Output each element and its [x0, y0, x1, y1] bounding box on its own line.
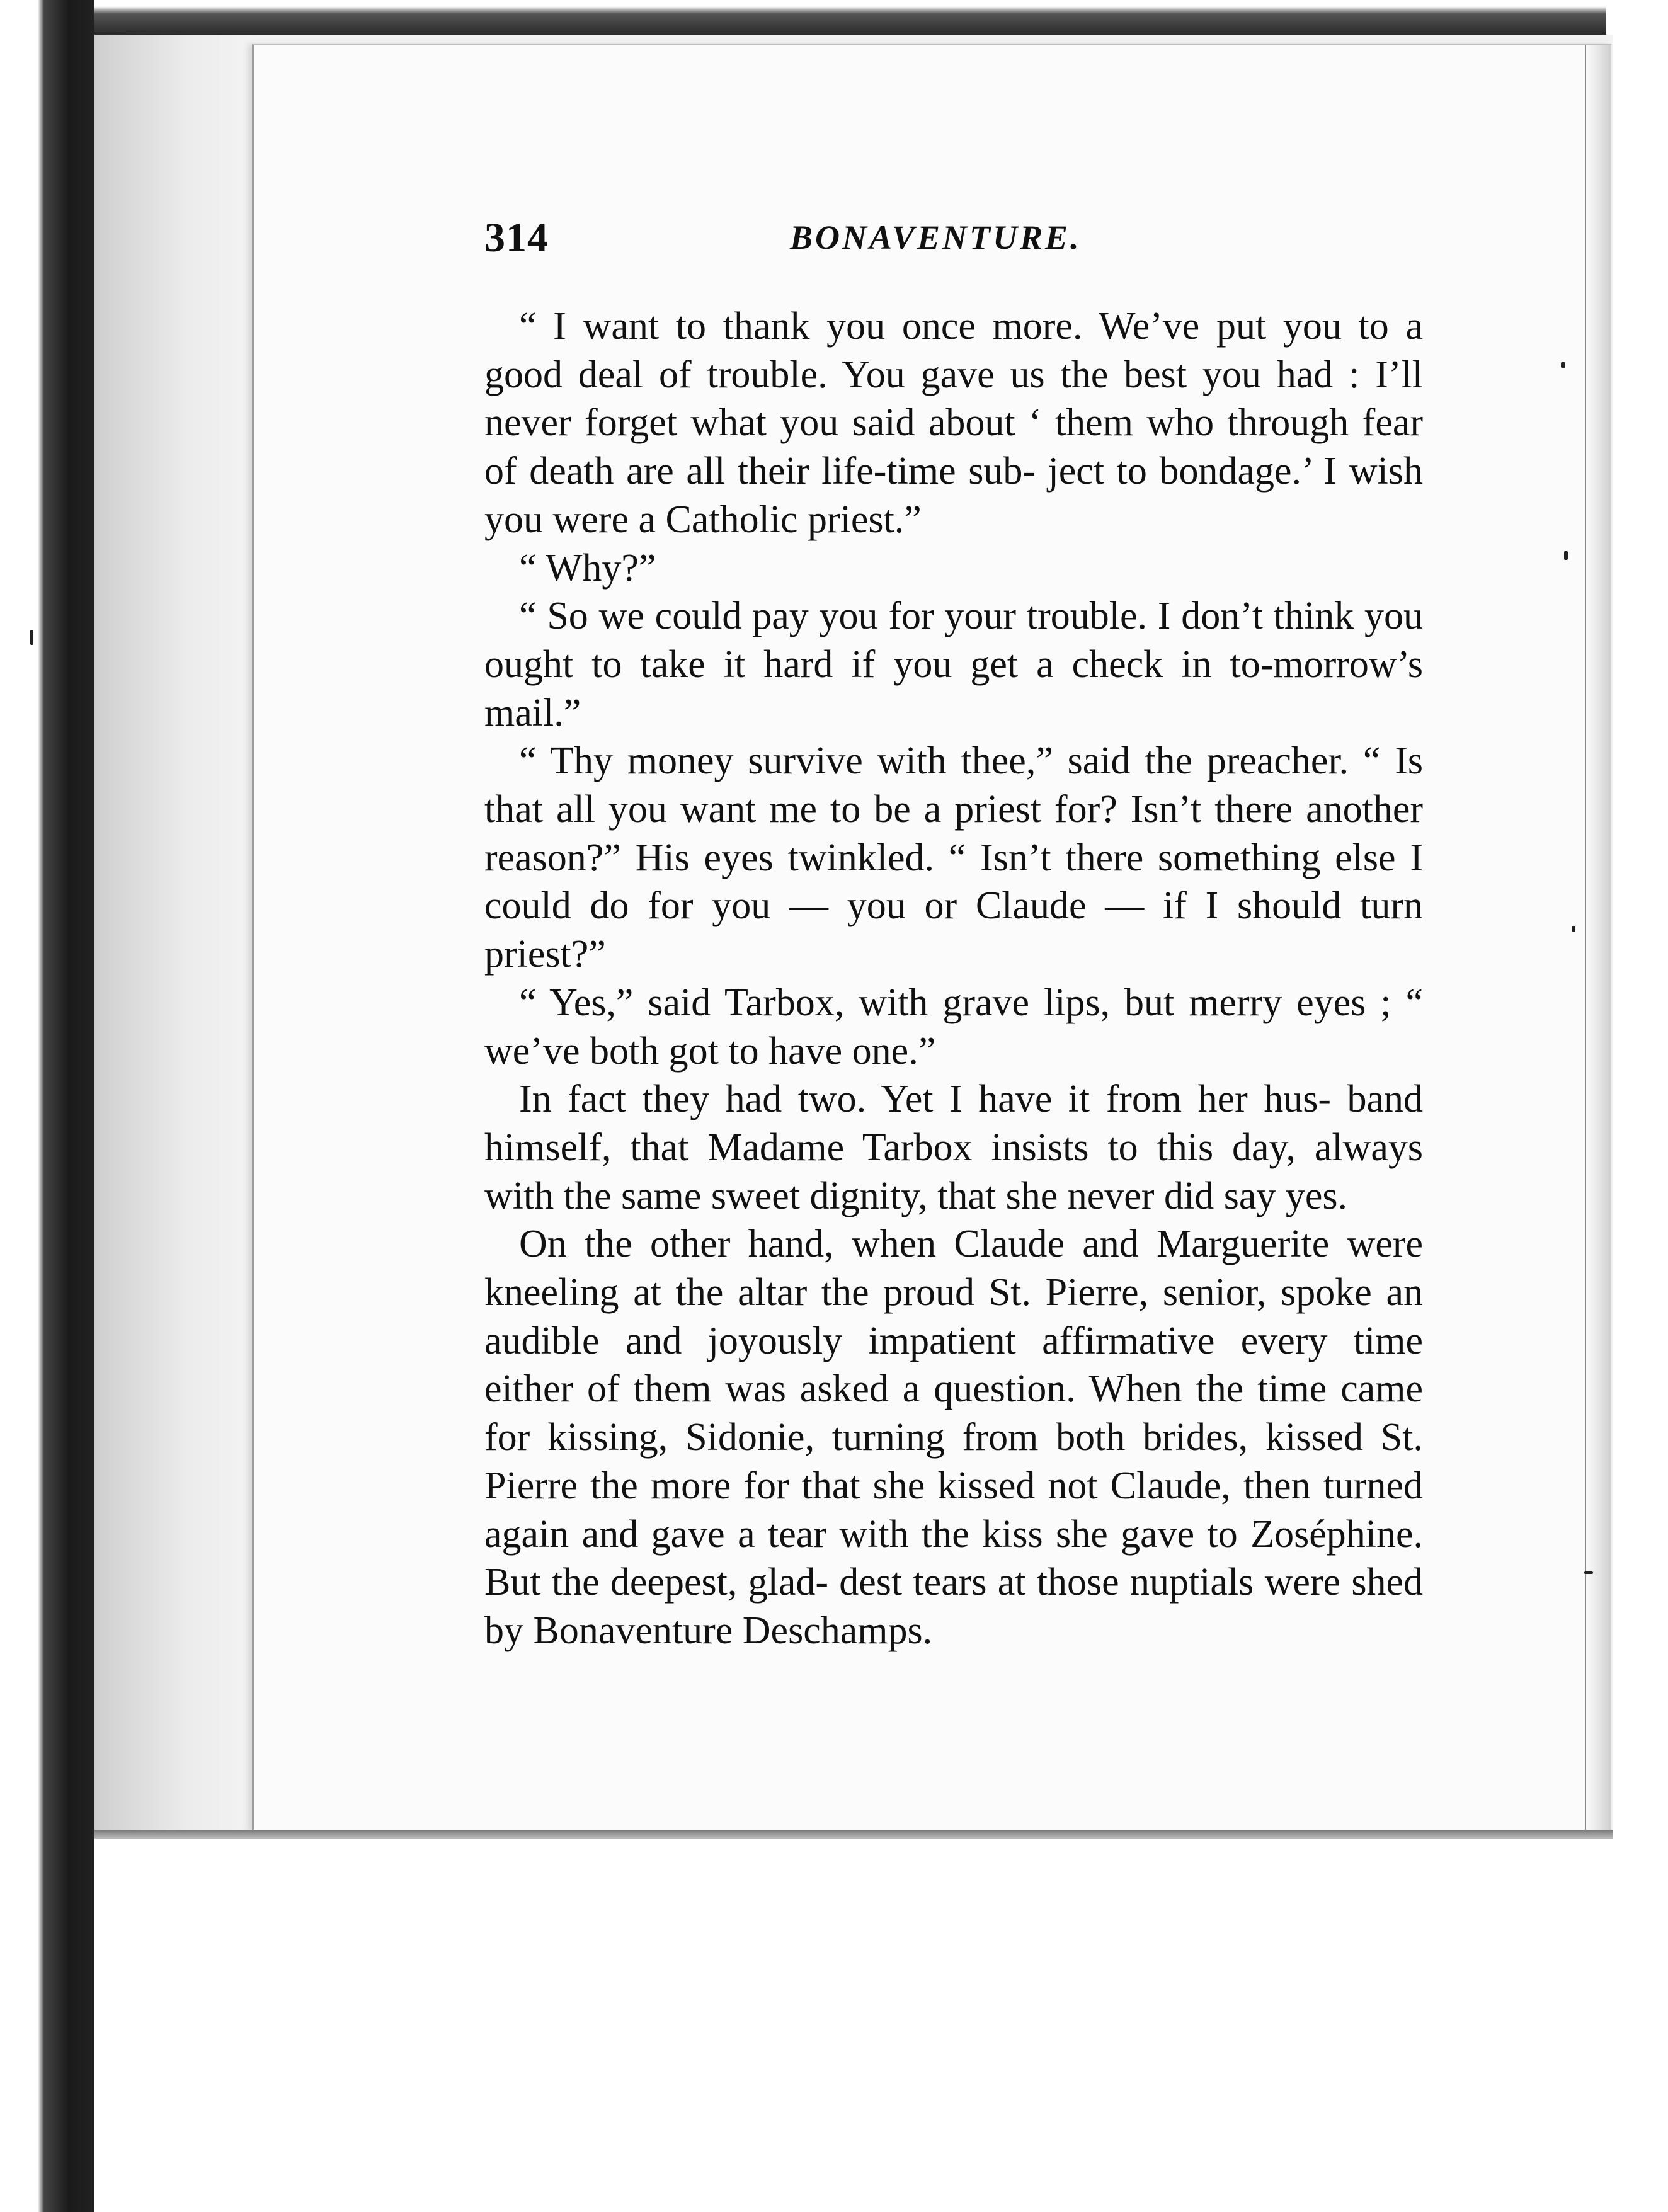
page-number: 314 — [484, 215, 549, 261]
page-bottom-shadow — [94, 1830, 1613, 1839]
paragraph: “ So we could pay you for your trouble. I don’t think you ought to take it hard if you get a check in to-morrow’s mail.” — [484, 595, 1423, 734]
margin-mark — [1564, 551, 1568, 560]
paragraph: “ Thy money survive with thee,” said the preacher. “ Is that all you want me to be a priest for? Isn’t there another reason?” His eyes twinkled. “ Isn’t there something else I could do for you — you or Claude — if I should turn priest?” — [484, 739, 1423, 976]
scan-frame-left — [0, 0, 94, 2212]
scan-frame-top — [94, 0, 1606, 35]
paragraph: “ Why?” — [519, 546, 656, 590]
margin-mark — [30, 630, 33, 645]
running-title: BONAVENTURE. — [790, 219, 1082, 256]
paragraph: “ Yes,” said Tarbox, with grave lips, but merry eyes ; “ we’ve both got to have one.” — [484, 981, 1423, 1073]
body-text — [484, 302, 1423, 1655]
margin-mark — [1584, 1571, 1593, 1574]
underlying-page-shadow — [94, 35, 252, 1836]
paragraph: “ I want to thank you once more. We’ve put you to a good deal of trouble. You gave us the best you had : I’ll never forget what you said about ‘ them who through fear of death are all their life-time sub- ject to bondage.’ I wish you were a Catholic priest.” — [484, 305, 1423, 541]
margin-mark — [1572, 926, 1575, 932]
margin-mark — [1561, 362, 1565, 368]
paragraph: In fact they had two. Yet I have it from her hus- band himself, that Madame Tarbox insists to this day, always with the same sweet dignity, that she never did say yes. — [484, 1078, 1423, 1217]
page-header — [484, 214, 1429, 265]
page-right-edge — [1585, 45, 1611, 1831]
paragraph: On the other hand, when Claude and Marguerite were kneeling at the altar the proud St. Pierre, senior, spoke an audible and joyously impatient affirmative every time either of them was asked a question. When the time came for kissing, Sidonie, turning from both brides, kissed St. Pierre the more for that she kissed not Claude, then turned again and gave a tear with the kiss she gave to Zoséphine. But the deepest, glad- dest tears at those nuptials were shed by Bonaventure Deschamps. — [484, 1223, 1423, 1652]
